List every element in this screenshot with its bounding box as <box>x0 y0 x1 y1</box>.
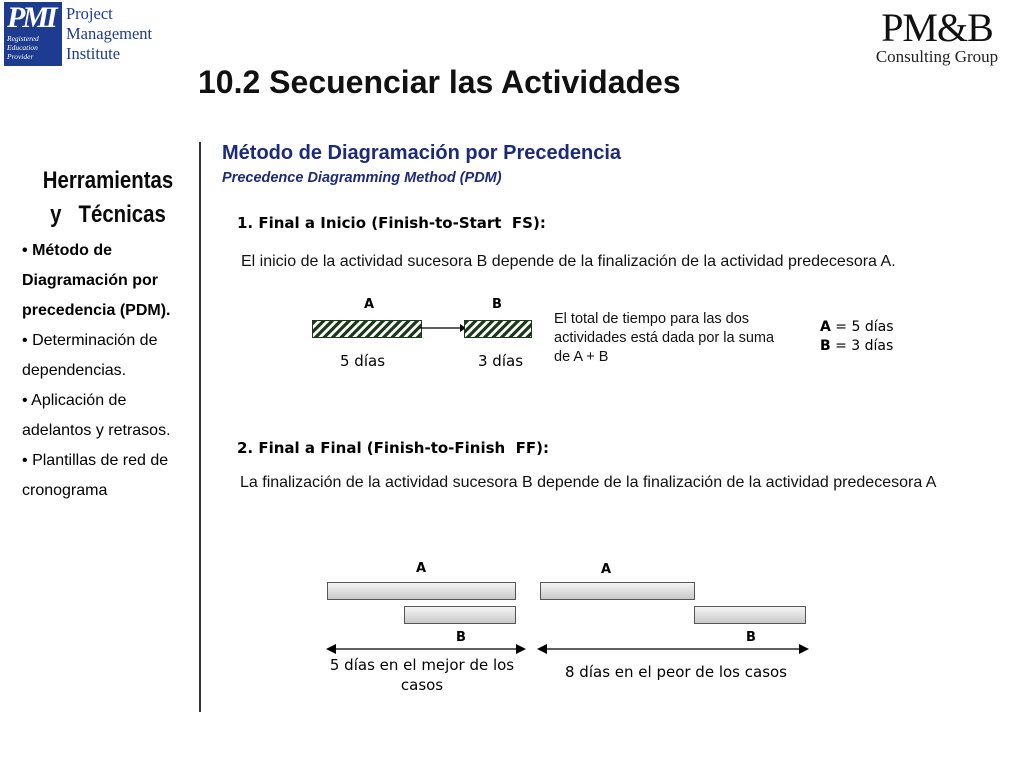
double-arrow-icon <box>537 642 809 656</box>
fs-note: El total de tiempo para las dos actividades está dada por la suma de A + B <box>554 311 775 365</box>
pmi-seal-text: Registered Education Provider <box>7 34 39 61</box>
pmi-name: Project Management Institute <box>66 4 153 63</box>
ff-case1-caption: 5 días en el mejor de los casos <box>329 656 524 694</box>
fs-heading: 1. Final a Inicio (Finish-to-Start FS): <box>237 214 546 232</box>
list-item: • Plantillas de red de cronograma <box>22 452 169 499</box>
pmb-logo-main: PM&B <box>881 5 993 50</box>
ff-case2-activity-b-bar <box>694 606 806 624</box>
fs-duration-a: 5 días <box>340 352 386 370</box>
ff-case1-label-a: A <box>416 561 427 576</box>
fs-description: El inicio de la actividad sucesora B depende de la finalización de la actividad predecesora A. <box>241 253 896 270</box>
double-arrow-icon <box>326 642 526 656</box>
fs-arrow-icon <box>420 320 466 336</box>
ff-case2-activity-a-bar <box>540 582 695 600</box>
pmi-mark: PMI <box>7 1 55 34</box>
sidebar-heading: Herramientas y Técnicas <box>42 167 174 228</box>
fs-duration-b: 3 días <box>478 352 524 370</box>
list-item: • Aplicación de adelantos y retrasos. <box>22 392 171 439</box>
list-item: • Método de Diagramación por precedencia (PDM). <box>22 242 171 319</box>
ff-case2-label-b: B <box>746 630 756 645</box>
fs-sum: A = 5 días B = 3 días <box>820 319 894 354</box>
fs-activity-b-bar <box>464 320 532 338</box>
pmi-seal <box>4 2 62 66</box>
ff-description: La finalización de la actividad sucesora B depende de la finalización de la actividad predecesora A <box>240 474 937 491</box>
section-subtitle: Precedence Diagramming Method (PDM) <box>222 170 502 186</box>
pmb-logo-sub: Consulting Group <box>875 47 999 66</box>
section-title: Método de Diagramación por Precedencia <box>222 142 621 164</box>
ff-case2-label-a: A <box>601 562 612 577</box>
ff-case2-caption: 8 días en el peor de los casos <box>565 663 787 681</box>
fs-label-a: A <box>364 297 375 312</box>
ff-case1-activity-b-bar <box>404 606 516 624</box>
ff-case1-label-b: B <box>456 630 466 645</box>
pmb-logo <box>862 5 1012 66</box>
fs-label-b: B <box>492 297 502 312</box>
fs-activity-a-bar <box>312 320 422 338</box>
list-item: • Determinación de dependencias. <box>22 332 158 379</box>
page-title: 10.2 Secuenciar las Actividades <box>198 64 681 100</box>
ff-case1-activity-a-bar <box>327 582 516 600</box>
ff-heading: 2. Final a Final (Finish-to-Finish FF): <box>237 439 550 457</box>
pmi-logo <box>4 1 153 68</box>
sidebar-list <box>22 236 200 506</box>
